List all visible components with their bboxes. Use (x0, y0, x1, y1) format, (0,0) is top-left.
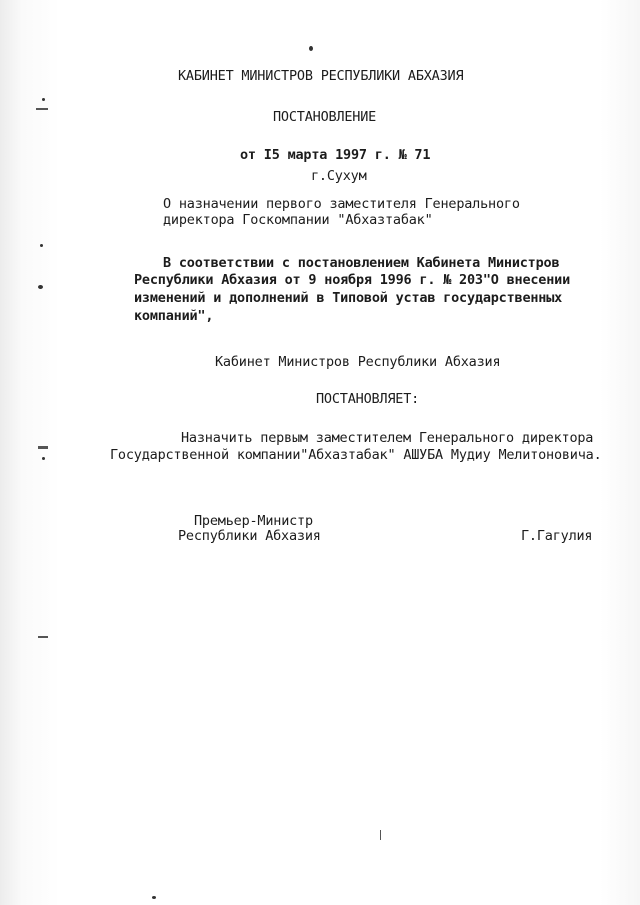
preamble-line: компаний", (134, 308, 214, 324)
scan-speck (152, 896, 156, 899)
issuing-body-line: Кабинет Министров Республики Абхазия (215, 354, 501, 370)
scan-speck (40, 244, 43, 247)
scan-mark (38, 446, 48, 449)
preamble-line: Республики Абхазия от 9 ноября 1996 г. № 203"О внесении (134, 272, 571, 288)
scan-speck (309, 46, 313, 51)
signatory-name: Г.Гагулия (521, 528, 593, 544)
preamble-line: В соответствии с постановлением Кабинета Министров (163, 255, 560, 271)
decree-word: ПОСТАНОВЛЯЕТ: (316, 391, 420, 407)
signatory-title: Премьер-Министр (194, 513, 313, 529)
preamble-line: изменений и дополнений в Типовой устав государственных (134, 290, 563, 306)
scan-mark (36, 108, 48, 110)
order-line: Государственной компании"Абхазтабак" АШУБА Мудиу Мелитоновича. (110, 447, 602, 463)
scan-speck (42, 457, 45, 460)
scan-mark (380, 830, 381, 840)
document-date-number: от I5 марта 1997 г. № 71 (240, 147, 431, 163)
issuer-header: КАБИНЕТ МИНИСТРОВ РЕСПУБЛИКИ АБХАЗИЯ (178, 68, 464, 84)
order-line: Назначить первым заместителем Генерального директора (181, 430, 594, 446)
scan-speck (42, 98, 45, 101)
scan-mark (38, 636, 48, 638)
scan-speck (38, 285, 43, 289)
subject-line: директора Госкомпании "Абхазтабак" (163, 212, 433, 228)
document-type-title: ПОСТАНОВЛЕНИЕ (273, 109, 377, 125)
document-city: г.Сухум (311, 168, 367, 184)
subject-line: О назначении первого заместителя Генерального (163, 196, 520, 212)
signatory-title: Республики Абхазия (178, 528, 321, 544)
